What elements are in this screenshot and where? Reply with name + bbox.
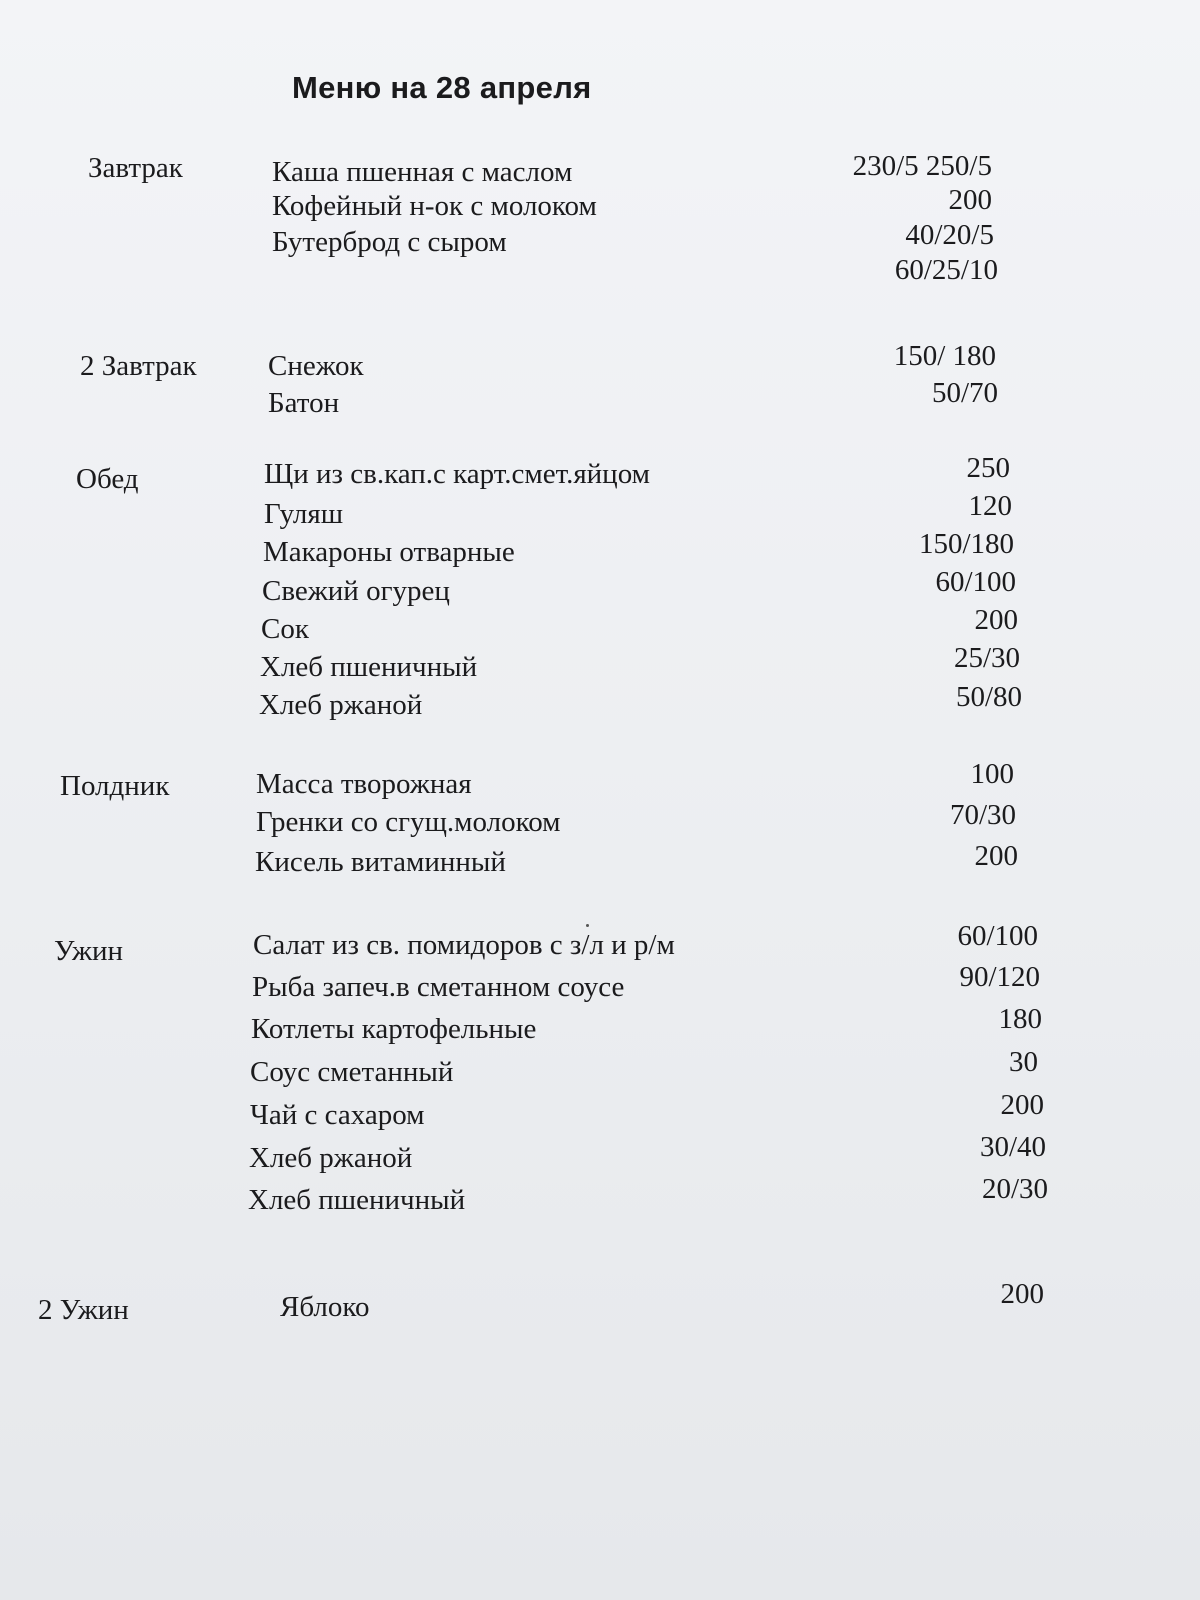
menu-item: Хлеб пшеничный	[248, 1184, 466, 1216]
menu-portion: 200	[1000, 1089, 1044, 1121]
meal-label-second-breakfast: 2 Завтрак	[80, 350, 197, 382]
menu-item: Яблоко	[280, 1291, 370, 1323]
menu-item: Хлеб ржаной	[259, 689, 423, 721]
menu-item: Чай с сахаром	[250, 1099, 425, 1131]
menu-portion: 60/100	[957, 920, 1038, 952]
menu-item: Гуляш	[264, 498, 344, 530]
menu-portion: 250	[966, 452, 1010, 484]
menu-item: Свежий огурец	[262, 575, 450, 607]
menu-portion: 150/ 180	[893, 340, 996, 372]
meal-label-lunch: Обед	[76, 463, 139, 495]
menu-portion: 90/120	[959, 961, 1040, 993]
menu-item: Сок	[261, 613, 309, 645]
menu-portion: 40/20/5	[905, 219, 994, 251]
menu-portion: 20/30	[981, 1173, 1048, 1205]
menu-portion: 60/25/10	[894, 254, 998, 286]
menu-portion: 70/30	[949, 799, 1016, 831]
menu-item: Рыба запеч.в сметанном соусе	[252, 971, 625, 1003]
menu-item: Хлеб ржаной	[249, 1142, 413, 1174]
meal-label-second-dinner: 2 Ужин	[38, 1294, 129, 1326]
menu-item: Щи из св.кап.с карт.смет.яйцом	[264, 458, 650, 490]
paper-speck	[586, 924, 589, 927]
menu-portion: 50/80	[955, 681, 1022, 713]
menu-portion: 230/5 250/5	[852, 150, 992, 182]
menu-portion: 25/30	[953, 642, 1020, 674]
menu-item: Котлеты картофельные	[251, 1013, 537, 1045]
menu-portion: 60/100	[935, 566, 1016, 598]
menu-portion: 150/180	[918, 528, 1014, 560]
menu-item: Кофейный н-ок с молоком	[272, 190, 597, 222]
menu-portion: 200	[1000, 1278, 1044, 1310]
menu-item: Хлеб пшеничный	[260, 651, 478, 683]
menu-item: Гренки со сгущ.молоком	[256, 806, 561, 838]
menu-portion: 180	[998, 1003, 1042, 1035]
menu-portion: 50/70	[931, 377, 998, 409]
menu-item: Салат из св. помидоров с з/л и р/м	[253, 929, 675, 961]
menu-item: Каша пшенная с маслом	[272, 156, 573, 188]
menu-item: Бутерброд с сыром	[272, 226, 507, 258]
menu-item: Батон	[268, 387, 340, 419]
menu-portion: 200	[974, 604, 1018, 636]
menu-item: Соус сметанный	[250, 1056, 454, 1088]
menu-item: Масса творожная	[256, 768, 472, 800]
menu-item: Макароны отварные	[263, 536, 515, 568]
meal-label-dinner: Ужин	[54, 935, 124, 967]
menu-portion: 30	[1009, 1046, 1038, 1078]
menu-portion: 100	[970, 758, 1014, 790]
menu-item: Кисель витаминный	[255, 846, 506, 878]
menu-portion: 30/40	[979, 1131, 1046, 1163]
menu-title: Меню на 28 апреля	[292, 70, 592, 105]
menu-portion: 200	[974, 840, 1018, 872]
menu-portion: 120	[968, 490, 1012, 522]
meal-label-afternoon-snack: Полдник	[60, 770, 170, 802]
meal-label-breakfast: Завтрак	[88, 152, 183, 184]
menu-portion: 200	[948, 184, 992, 216]
menu-item: Снежок	[268, 350, 364, 382]
